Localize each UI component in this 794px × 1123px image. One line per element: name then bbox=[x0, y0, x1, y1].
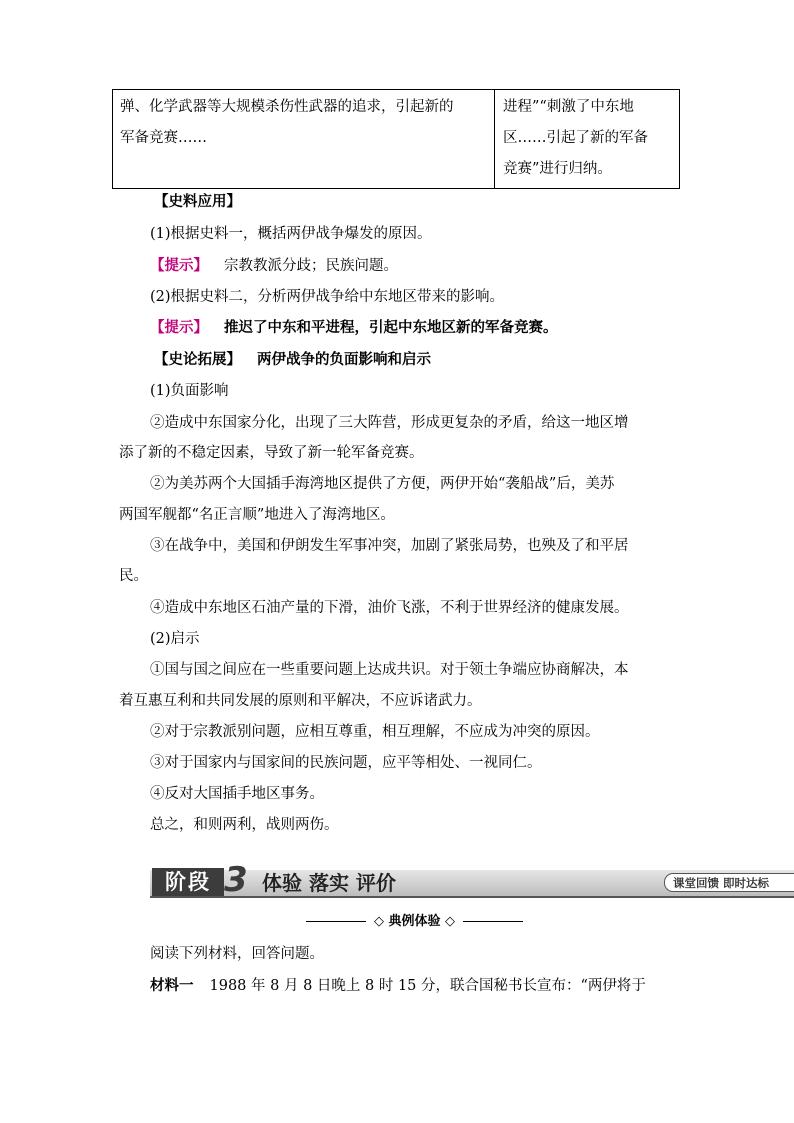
table-right-cell bbox=[503, 92, 679, 185]
table-right-line: 区……引起了新的军备 bbox=[503, 130, 648, 146]
example-heading-text: ◇ 典例体验 ◇ bbox=[373, 914, 456, 929]
negative-impact-3: ③在战争中，美国和伊朗发生军事冲突，加剧了紧张局势，也殃及了和平居 bbox=[150, 538, 629, 554]
inspiration-3: ③对于国家内与国家间的民族问题，应平等相处、一视同仁。 bbox=[150, 755, 542, 771]
inspiration-1: ①国与国之间应在一些重要问题上达成共识。对于领土争端应协商解决，本 bbox=[150, 662, 629, 678]
hint-text: 宗教教派分歧；民族问题。 bbox=[224, 258, 398, 274]
continuation-table bbox=[112, 89, 680, 189]
hint-text: 推迟了中东和平进程，引起中东地区新的军备竞赛。 bbox=[224, 319, 558, 336]
expansion-heading bbox=[154, 350, 431, 370]
inspiration-1-cont: 着互惠互利和共同发展的原则和平解决，不应诉诸武力。 bbox=[119, 693, 482, 709]
stage-tag: 课堂回馈 即时达标 bbox=[664, 873, 794, 892]
material-1 bbox=[150, 976, 646, 996]
material-label: 材料一 bbox=[150, 977, 194, 994]
negative-impact-2: ②为美苏两个大国插手海湾地区提供了方便，两伊开始“袭船战”后，美苏 bbox=[150, 476, 615, 492]
heading-rule-left bbox=[306, 921, 366, 922]
table-divider bbox=[494, 90, 495, 188]
stage-banner bbox=[150, 860, 794, 900]
question-2: (2)根据史料二，分析两伊战争给中东地区带来的影响。 bbox=[150, 289, 505, 305]
table-left-line: 军备竞赛…… bbox=[120, 130, 207, 146]
question-1: (1)根据史料一，概括两伊战争爆发的原因。 bbox=[150, 226, 432, 242]
application-heading: 【史料应用】 bbox=[154, 193, 241, 210]
negative-impact-2-cont: 两国军舰都“名正言顺”地进入了海湾地区。 bbox=[119, 507, 395, 523]
hint-label: 【提示】 bbox=[150, 319, 208, 336]
hint-2 bbox=[150, 318, 558, 338]
table-left-line: 弹、化学武器等大规模杀伤性武器的追求，引起新的 bbox=[120, 99, 454, 115]
table-right-line: 竞赛”进行归纳。 bbox=[503, 161, 612, 177]
negative-impact-1: ②造成中东国家分化，出现了三大阵营，形成更复杂的矛盾，给这一地区增 bbox=[150, 415, 629, 431]
example-heading bbox=[150, 912, 730, 932]
negative-impact-1-cont: 添了新的不稳定因素，导致了新一轮军备竞赛。 bbox=[119, 445, 424, 461]
hint-label: 【提示】 bbox=[150, 257, 208, 274]
example-intro: 阅读下列材料，回答问题。 bbox=[150, 946, 324, 962]
material-text: 1988 年 8 月 8 日晚上 8 时 15 分，联合国秘书长宣布：“两伊将于 bbox=[209, 978, 646, 994]
hint-1 bbox=[150, 256, 398, 276]
stage-number: 3 bbox=[224, 860, 248, 900]
negative-impact-4: ④造成中东地区石油产量的下滑，油价飞涨，不利于世界经济的健康发展。 bbox=[150, 600, 629, 616]
stage-title: 体验 落实 评价 bbox=[262, 871, 396, 895]
inspiration-2: ②对于宗教派别问题，应相互尊重，相互理解，不应成为冲突的原因。 bbox=[150, 724, 600, 740]
negative-impact-3-cont: 民。 bbox=[119, 568, 148, 584]
negative-impact-heading: (1)负面影响 bbox=[150, 383, 229, 399]
inspiration-4: ④反对大国插手地区事务。 bbox=[150, 786, 324, 802]
stage-label: 阶段 bbox=[152, 868, 224, 896]
expansion-label: 【史论拓展】 bbox=[154, 351, 241, 368]
summary: 总之，和则两利，战则两伤。 bbox=[150, 817, 339, 833]
inspiration-heading: (2)启示 bbox=[150, 631, 200, 647]
table-right-line: 进程”“刺激了中东地 bbox=[503, 99, 634, 115]
table-left-cell bbox=[120, 92, 492, 154]
expansion-title: 两伊战争的负面影响和启示 bbox=[257, 351, 431, 368]
heading-rule-right bbox=[463, 921, 523, 922]
